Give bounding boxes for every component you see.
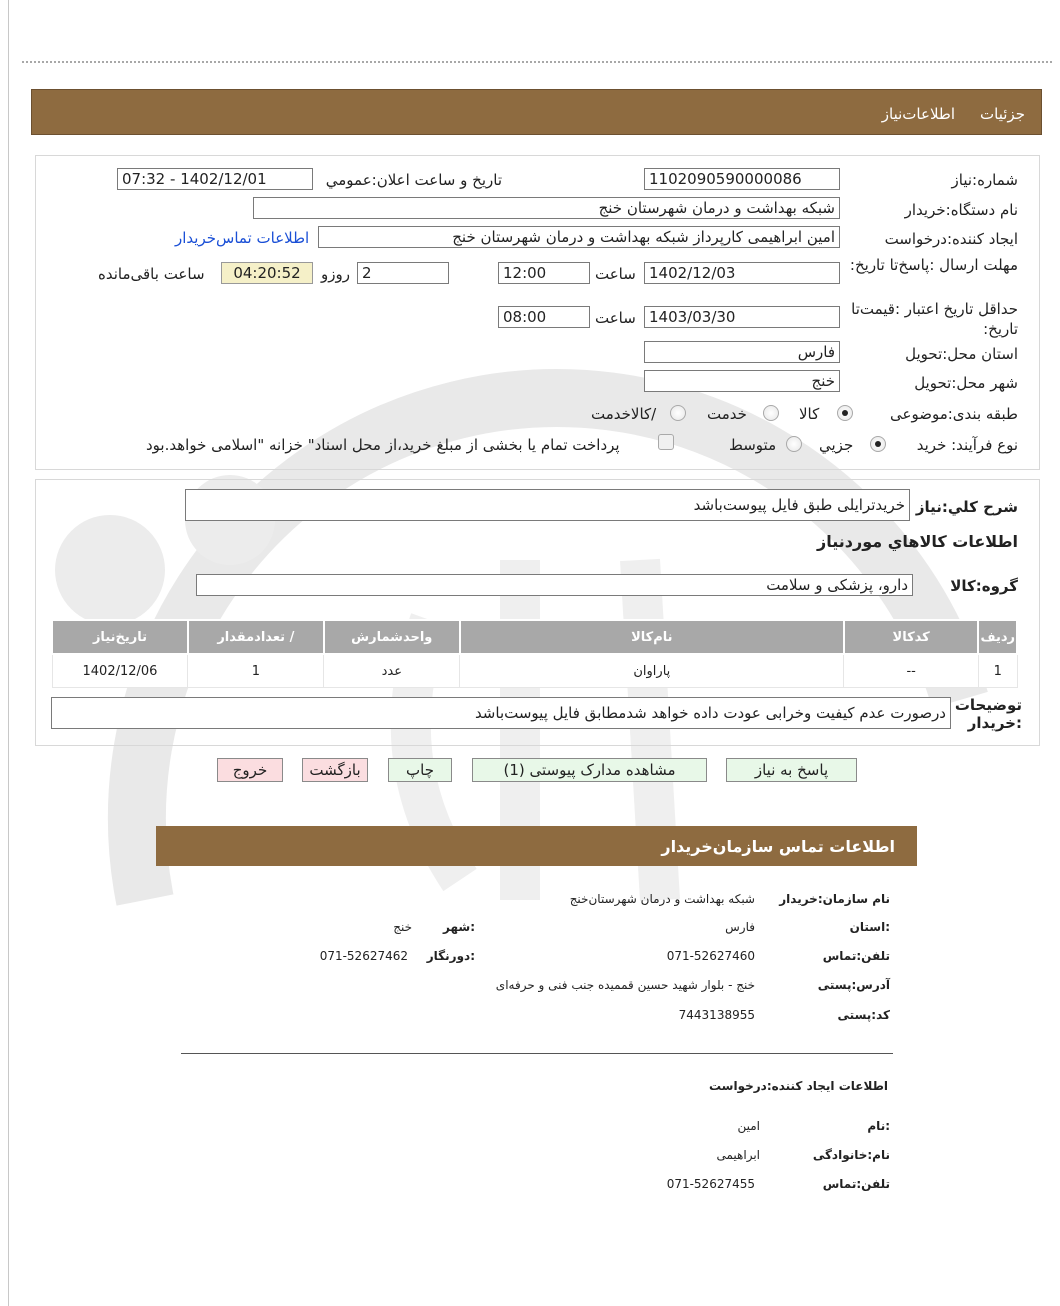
contact-address-label: آدرس:پستی	[817, 978, 890, 992]
process-small-radio[interactable]	[870, 436, 886, 452]
cell-row: 1	[978, 654, 1017, 688]
contact-address-value: خنج - بلوار شهید حسین قممیده جنب فنی و حرفه‌ای	[495, 978, 755, 992]
category-service-radio[interactable]	[763, 405, 779, 421]
cell-unit: عدد	[324, 654, 460, 688]
category-goods-radio[interactable]	[837, 405, 853, 421]
description-label: شرح کلي:نیاز	[915, 498, 1018, 516]
day-word: روزو	[321, 265, 350, 283]
col-row: ردیف	[978, 620, 1017, 654]
contact-phone-value: 071-52627460	[666, 949, 755, 963]
deadline-label: مهلت ارسال :پاسخ‌تا تاریخ:	[849, 256, 1018, 274]
creator-label: ایجاد کننده:درخواست	[884, 230, 1018, 248]
process-small-label: جزیي	[819, 436, 854, 454]
remaining-word: ساعت باقی‌مانده	[98, 265, 205, 283]
tab-need-info[interactable]: اطلاعات‌نیاز	[881, 105, 955, 123]
creator-section-title: اطلاعات ایجاد کننده:درخواست	[708, 1079, 888, 1093]
contact-fax-value: 071-52627462	[319, 949, 408, 963]
table-row	[52, 654, 1017, 688]
deadline-date-field[interactable]: 1402/12/03	[644, 262, 840, 284]
tab-details[interactable]: جزئیات	[980, 105, 1025, 123]
validity-label: حداقل تاریخ اعتبار :قیمت‌تا تاریخ:	[851, 300, 1018, 338]
col-need-date: تاریخ‌نیاز	[52, 620, 188, 654]
deadline-time-field[interactable]: 12:00	[498, 262, 590, 284]
province-field[interactable]: فارس	[644, 341, 840, 363]
creator-name-label: :نام	[867, 1119, 890, 1133]
creator-name-value: امین	[737, 1119, 760, 1133]
buyer-org-label: نام دستگاه:خریدار	[904, 201, 1018, 219]
process-label: نوع فرآیند: خرید	[916, 436, 1018, 454]
contact-city-label: :شهر	[443, 920, 475, 934]
contact-header-bar	[156, 826, 917, 866]
buyer-org-field[interactable]: شبکه بهداشت و درمان شهرستان خنج	[253, 197, 840, 219]
contact-postal-value: 7443138955	[678, 1008, 755, 1022]
cell-code: --	[844, 654, 979, 688]
remaining-timer: 04:20:52	[221, 262, 313, 284]
need-number-field[interactable]: 1102090590000086	[644, 168, 840, 190]
creator-family-value: ابراهیمی	[716, 1148, 760, 1162]
treasury-payment-checkbox[interactable]	[658, 434, 674, 450]
goods-group-label: گروه:کالا	[950, 577, 1018, 595]
buyer-notes-label: توضیحات :خریدار	[954, 696, 1022, 732]
province-label: استان محل:تحویل	[905, 345, 1018, 363]
buyer-notes-field[interactable]: درصورت عدم کیفیت وخرابی عودت داده خواهد شدمطابق فایل پیوست‌باشد	[51, 697, 951, 729]
category-service-label: خدمت	[707, 405, 747, 423]
category-both-label: /کالاخدمت	[591, 405, 657, 423]
creator-phone-value: 071-52627455	[666, 1177, 755, 1191]
contact-fax-label: :دورنگار	[426, 949, 475, 963]
contact-org-label: نام سازمان:خریدار	[779, 892, 890, 906]
validity-date-field[interactable]: 1403/03/30	[644, 306, 840, 328]
announce-datetime-field[interactable]: 1402/12/01 - 07:32	[117, 168, 313, 190]
buyer-contact-link[interactable]: اطلاعات تماس‌خریدار	[175, 229, 310, 247]
description-field[interactable]: خریدترایلی طبق فایل پیوست‌باشد	[185, 489, 910, 521]
process-medium-radio[interactable]	[786, 436, 802, 452]
goods-info-title: اطلاعات کالاهاي موردنیاز	[817, 532, 1018, 551]
header-bar	[31, 89, 1042, 135]
need-number-label: شماره:نیاز	[951, 171, 1018, 189]
contact-phone-label: تلفن:تماس	[822, 949, 890, 963]
col-quantity: / تعدادمقدار	[188, 620, 324, 654]
contact-province-label: :استان	[849, 920, 890, 934]
col-name: نام‌کالا	[460, 620, 844, 654]
creator-family-label: نام:خانوادگی	[812, 1148, 890, 1162]
city-label: شهر محل:تحویل	[914, 374, 1018, 392]
print-button[interactable]: چاپ	[388, 758, 452, 782]
treasury-payment-note: پرداخت تمام یا بخشی از مبلغ خرید،از محل اسناد" خزانه "اسلامی خواهد.بود	[146, 436, 620, 454]
cell-quantity: 1	[188, 654, 324, 688]
city-field[interactable]: خنج	[644, 370, 840, 392]
goods-table	[51, 619, 1018, 688]
cell-need-date: 1402/12/06	[52, 654, 188, 688]
validity-time-field[interactable]: 08:00	[498, 306, 590, 328]
deadline-time-word: ساعت	[595, 265, 636, 283]
goods-table-header	[52, 620, 1017, 654]
contact-postal-label: کد:پستی	[837, 1008, 890, 1022]
category-label: طبقه بندی:موضوعی	[890, 405, 1018, 423]
process-medium-label: متوسط	[729, 436, 777, 454]
category-goods-label: کالا	[799, 405, 820, 423]
days-field[interactable]: 2	[357, 262, 449, 284]
contact-province-value: فارس	[725, 920, 755, 934]
creator-field[interactable]: امین ابراهیمی کارپرداز شبکه بهداشت و درمان شهرستان خنج	[318, 226, 840, 248]
creator-phone-label: تلفن:تماس	[822, 1177, 890, 1191]
left-border-line	[8, 0, 9, 1306]
col-code: کدکالا	[844, 620, 979, 654]
view-documents-button[interactable]: مشاهده مدارک پیوستی (1)	[472, 758, 707, 782]
category-both-radio[interactable]	[670, 405, 686, 421]
announce-label: تاریخ و ساعت اعلان:عمومي	[325, 171, 502, 189]
contact-city-value: خنج	[393, 920, 412, 934]
validity-time-word: ساعت	[595, 309, 636, 327]
goods-group-field[interactable]: دارو، پزشکی و سلامت	[196, 574, 913, 596]
contact-org-value: شبکه بهداشت و درمان شهرستان‌خنج	[569, 892, 755, 906]
back-button[interactable]: بازگشت	[302, 758, 368, 782]
contact-divider	[181, 1053, 893, 1054]
col-unit: واحدشمارش	[324, 620, 460, 654]
top-dotted-divider	[22, 61, 1052, 63]
reply-button[interactable]: پاسخ به نیاز	[726, 758, 857, 782]
contact-title: اطلاعات تماس سازمان‌خریدار	[661, 837, 895, 856]
exit-button[interactable]: خروج	[217, 758, 283, 782]
cell-name: پاراوان	[460, 654, 844, 688]
